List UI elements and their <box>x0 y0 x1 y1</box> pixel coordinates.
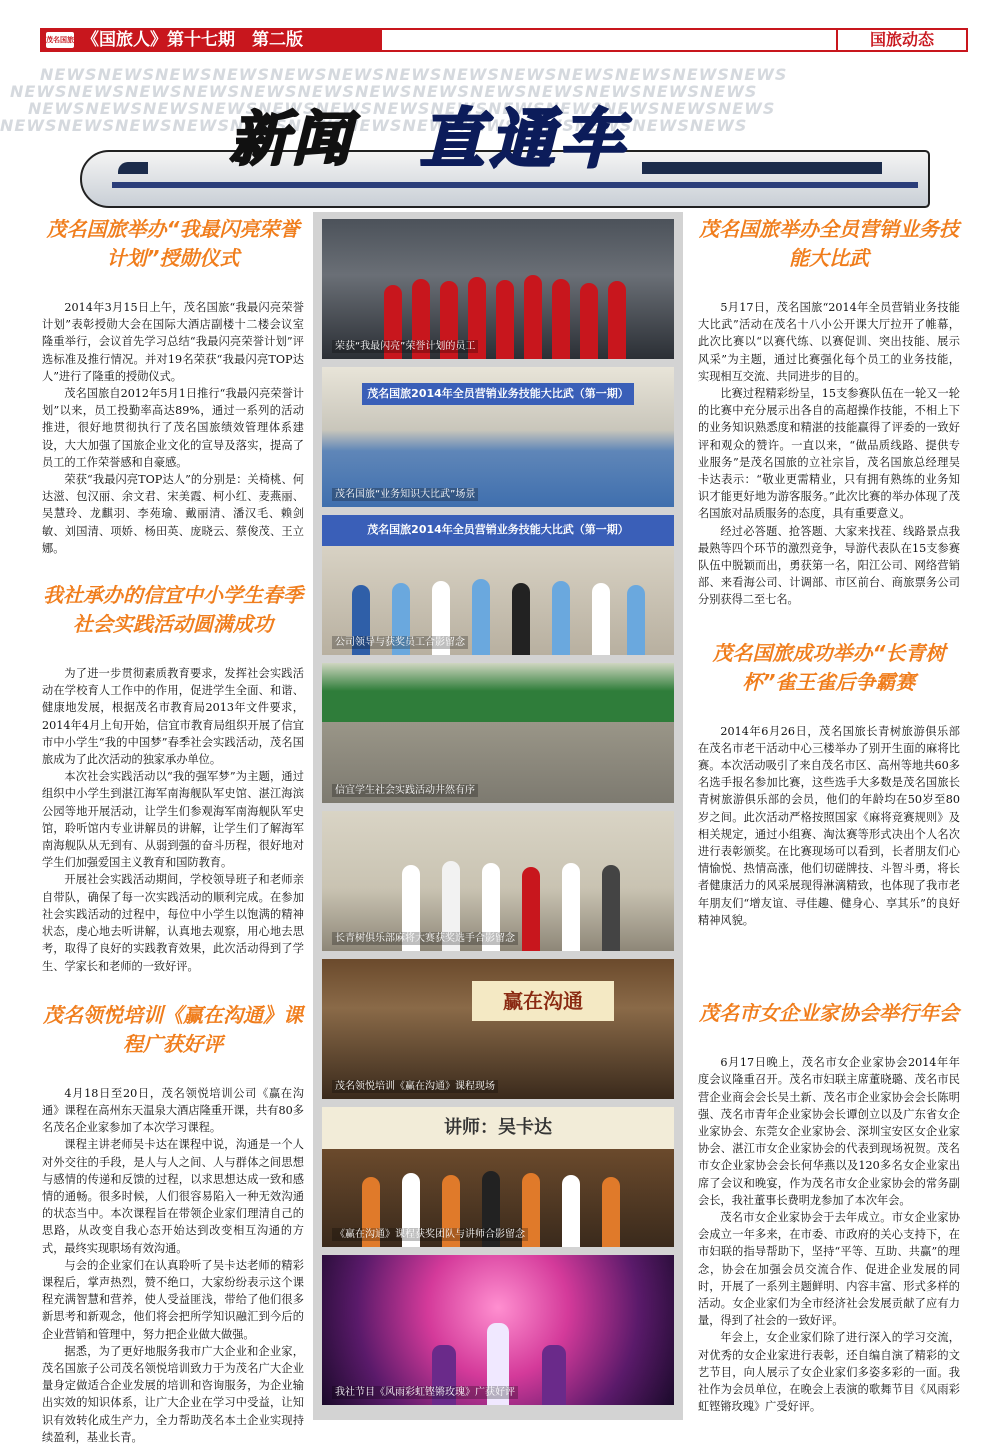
photo-award-staff <box>322 219 674 359</box>
photo-banner-text: 茂名国旅2014年全员营销业务技能大比武（第一期） <box>362 383 634 405</box>
photo-training-venue <box>322 959 674 1099</box>
article-title: 茂名市女企业家协会举行年会 <box>699 1001 959 1026</box>
photo-caption: 长青树俱乐部麻将大赛获奖选手合影留念 <box>332 932 518 945</box>
photo-training-team <box>322 1107 674 1247</box>
article-paragraph: 课程主讲老师吴卡达在课程中说，沟通是一个人对外交往的手段，是人与人之间、人与群体之间思想与感情的传递和反馈的过程，以求思想达成一致和感情的通畅。很多时候，人们很容易陷入一种无效沟通的状态当中。本次课程旨在带领企业家们理清自己的思路，从改变自我心态开始达到改变相互沟通的方式，最终实现职场有效沟通。 <box>42 1138 304 1255</box>
banner-word-news: 新闻 <box>230 105 355 173</box>
news-pattern: NEWSNEWSNEWSNEWSNEWSNEWSNEWSNEWSNEWSNEWSNEWSNEWSNEWS NEWSNEWSNEWSNEWSNEWSNEWSNEWSNEWSNEWSNEWSNEWSNEWSNEWS NEWSNEWSNEWSNEWSNEWSNEWSNEWSNEWSNEWSNEWSNEWSNEWSNEWS NEWSNEWSNEWSNEWSNEWSNEWSNEWSNEWSNEWSNEWSNEWSNEWSNEWS <box>0 65 788 135</box>
article-title: 茂名领悦培训《赢在沟通》课程广获好评 <box>43 1002 303 1056</box>
photo-caption: 信宜学生社会实践活动井然有序 <box>332 784 478 797</box>
article-paragraph: 经过必答题、抢答题、大家来找茬、线路景点我最熟等四个环节的激烈竞争，导游代表队在15支参赛队伍中脱颖而出，勇获第一名，阳江公司、网络营销部、来看海公司、计调部、市区前台、商旅票务公司分别获得二至七名。 <box>698 524 960 607</box>
article-paragraph: 荣获“我最闪亮TOP达人”的分别是：关椅桃、何达滋、包汉丽、余文君、宋美霞、柯小红、麦燕丽、吴慧玲、龙麒羽、李苑瑜、戴丽清、潘汉毛、赖剑敏、刘国清、项娇、杨田英、庞晓云、蔡俊茂、王立娜。 <box>42 473 304 555</box>
photo-winners-group <box>322 515 674 655</box>
masthead-bar <box>40 28 968 52</box>
news-express-banner <box>0 62 968 182</box>
article-paragraph: 6月17日晚上，茂名市女企业家协会2014年年度会议隆重召开。茂名市妇联主席董晓璐、茂名市民营企业商会会长吴土新、茂名市企业家协会会长陈明强、茂名市青年企业家协会长谭创立以及广东省女企业家协会、东莞女企业家协会、深圳宝安区女企业家协会、湛江市女企业家协会的代表到现场祝贺。茂名市女企业家协会会长何华燕以及120多名女企业家出席了会议和晚宴，作为茂名市女企业家协会的常务副会长，我社董事长费明龙参加了本次年会。 <box>698 1056 960 1207</box>
section-label-box <box>836 30 966 50</box>
photo-banner-text: 茂名国旅2014年全员营销业务技能大比武（第一期） <box>362 519 634 541</box>
photo-caption: 茂名国旅“业务知识大比武”场景 <box>332 488 478 501</box>
article-paragraph: 5月17日，茂名国旅“2014年全员营销业务技能大比武”活动在茂名十八小公开课大厅拉开了帷幕，此次比赛以“以赛代练、以赛促训、突出技能、展示风采”为主题，通过比赛强化每个员工的业务技能，实现相互交流、共同进步的目的。 <box>698 301 960 383</box>
article-paragraph: 年会上，女企业家们除了进行深入的学习交流，对优秀的女企业家进行表彰，还自编自演了精彩的文艺节目，向人展示了女企业家们多姿多彩的一面。我社作为会员单位，在晚会上表演的歌舞节目《风雨彩虹铿锵玫瑰》广受好评。 <box>698 1331 960 1414</box>
article-paragraph: 茂名国旅自2012年5月1日推行“我最闪亮荣誉计划”以来，员工投勤率高达89%，通过一系列的活动推进，很好地贯彻执行了茂名国旅绩效管理体系建设，大大加强了国旅企业文化的宣导及落实，提高了员工的工作荣誉感和自豪感。 <box>42 387 304 469</box>
photo-mahjong-winners <box>322 811 674 951</box>
company-logo: 茂名国旅 <box>46 32 74 48</box>
article-paragraph: 2014年3月15日上午，茂名国旅“我最闪亮荣誉计划”表彰授勋大会在国际大酒店副楼十二楼会议室隆重举行，会议首先学习总结“我最闪亮荣誉计划”评选标准及推行情况。并对19名荣获“我最闪亮TOP达人”进行了隆重的授勋仪式。 <box>42 301 304 383</box>
photo-caption: 公司领导与获奖员工合影留念 <box>332 636 468 649</box>
article-paragraph: 开展社会实践活动期间，学校领导班子和老师亲自带队，确保了每一次实践活动的顺利完成。在参加社会实践活动的过程中，每位中小学生以饱满的精神状态，虔心地去听讲解，认真地去观察，用心地去思考，取得了良好的实践教育效果，此次活动得到了学生、学家长和老师的一致好评。 <box>42 873 304 973</box>
right-column <box>698 215 960 1415</box>
photo-contest-scene <box>322 367 674 507</box>
article-paragraph: 为了进一步贯彻素质教育要求，发挥社会实践活动在学校育人工作中的作用，促进学生全面、和谐、健康地发展，根据茂名市教育局2013年文件要求，2014年4月上旬开始，信宜市教育局组织开展了信宜市中小学生“我的中国梦”春季社会实践活动，茂名国旅成为了此次活动的独家承办单位。 <box>42 667 304 767</box>
banner-word-express: 直通车 <box>420 103 630 177</box>
article-title: 我社承办的信宜中小学生春季社会实践活动圆满成功 <box>43 583 303 637</box>
article-paragraph: 4月18日至20日，茂名领悦培训公司《赢在沟通》课程在高州东天温泉大酒店隆重开课，共有80多名茂名企业家参加了本次学习课程。 <box>42 1086 304 1135</box>
article-paragraph: 据悉，为了更好地服务我市广大企业和企业家，茂名国旅子公司茂名领悦培训致力于为茂名广大企业量身定做适合企业发展的培训和咨询服务，为企业输出实效的知识体系，让广大企业在学习中受益，让知识有效转化成生产力，全力帮助茂名本土企业实现持续盈利，基业长青。 <box>42 1344 304 1444</box>
photo-caption: 茂名领悦培训《赢在沟通》课程现场 <box>332 1080 498 1093</box>
photo-caption: 荣获“我最闪亮”荣誉计划的员工 <box>332 340 478 353</box>
photo-banner-text: 赢在沟通 <box>472 981 614 1021</box>
article-paragraph: 本次社会实践活动以“我的强军梦”为主题，通过组织中小学生到湛江海军南海舰队军史馆、湛江海滨公园等地开展活动，让学生们参观海军南海舰队军史馆，聆听馆内专业讲解员的讲解，让学生们了解海军南海舰队从无到有、从弱到强的奋斗历程，很好地对学生们加强爱国主义教育和国防教育。 <box>42 770 304 870</box>
article-paragraph: 与会的企业家们在认真聆听了吴卡达老师的精彩课程后，掌声热烈，赞不绝口，大家纷纷表示这个课程充满智慧和营养，使人受益匪浅，带给了他们很多新思考和新观念，他们将会把所学知识融汇到今后的企业营销和管理中，努力把企业做大做强。 <box>42 1258 304 1341</box>
article-title: 茂名国旅举办全员营销业务技能大比武 <box>699 217 959 270</box>
masthead-red-block <box>42 30 382 50</box>
photo-students-buses <box>322 663 674 803</box>
issue-title: 《国旅人》第十七期 第二版 <box>82 30 303 50</box>
article-title: 茂名国旅成功举办“长青树杯”雀王雀后争霸赛 <box>712 640 946 694</box>
photo-column <box>313 212 683 1420</box>
photo-banner-text: 讲师：吴卡达 <box>444 1117 552 1138</box>
article-paragraph: 茂名市女企业家协会于去年成立。市女企业家协会成立一年多来，在市委、市政府的关心支持下，在市妇联的指导帮助下，坚持“平等、互助、共赢”的理念，协会在加强会员交流合作、促进企业发展的同时，开展了一系列主题鲜明、内容丰富、形式多样的活动。女企业家们为全市经济社会发展贡献了应有力量，得到了社会的一致好评。 <box>698 1210 960 1328</box>
photo-caption: 《赢在沟通》课程获奖团队与讲师合影留念 <box>332 1228 528 1241</box>
article-paragraph: 比赛过程精彩纷呈，15支参赛队伍在一轮又一轮的比赛中充分展示出各自的高超操作技能，不相上下的业务知识熟悉度和精湛的技能赢得了评委的一致好评和观众的赞许。一直以来，“做品质线路、提供专业服务”是茂名国旅的立社宗旨，茂名国旅总经理吴卡达表示：“敬业更需精业，只有拥有熟练的业务知识才能更好地为游客服务。”此次比赛的举办体现了茂名国旅对品质服务的态度，具有重要意义。 <box>698 387 960 521</box>
left-column <box>42 215 304 1446</box>
photo-caption: 我社节目《风雨彩虹铿锵玫瑰》广获好评 <box>332 1386 518 1399</box>
photo-stage-performance <box>322 1255 674 1405</box>
article-title: 茂名国旅举办“我最闪亮荣誉计划”授勋仪式 <box>46 217 300 270</box>
article-paragraph: 2014年6月26日，茂名国旅长青树旅游俱乐部在茂名市老干活动中心三楼举办了别开生面的麻将比赛。本次活动吸引了来自茂名市区、高州等地共60多名选手报名参加比赛，这些选手大多数是茂名国旅长青树旅游俱乐部的会员，他们的年龄均在50岁至80岁之间。此次活动严格按照国家《麻将竞赛规则》及相关规定，通过小组赛、淘汰赛等形式决出个人名次进行表彰颁奖。在比赛现场可以看到，长者朋友们心情愉悦、热情高涨，他们切磋牌技、斗智斗勇，将长者健康活力的风采展现得淋漓精致，也体现了我市老年朋友们“增友谊、寻佳趣、健身心、享其乐”的良好精神风貌。 <box>698 724 960 927</box>
section-label: 国旅动态 <box>869 30 934 49</box>
